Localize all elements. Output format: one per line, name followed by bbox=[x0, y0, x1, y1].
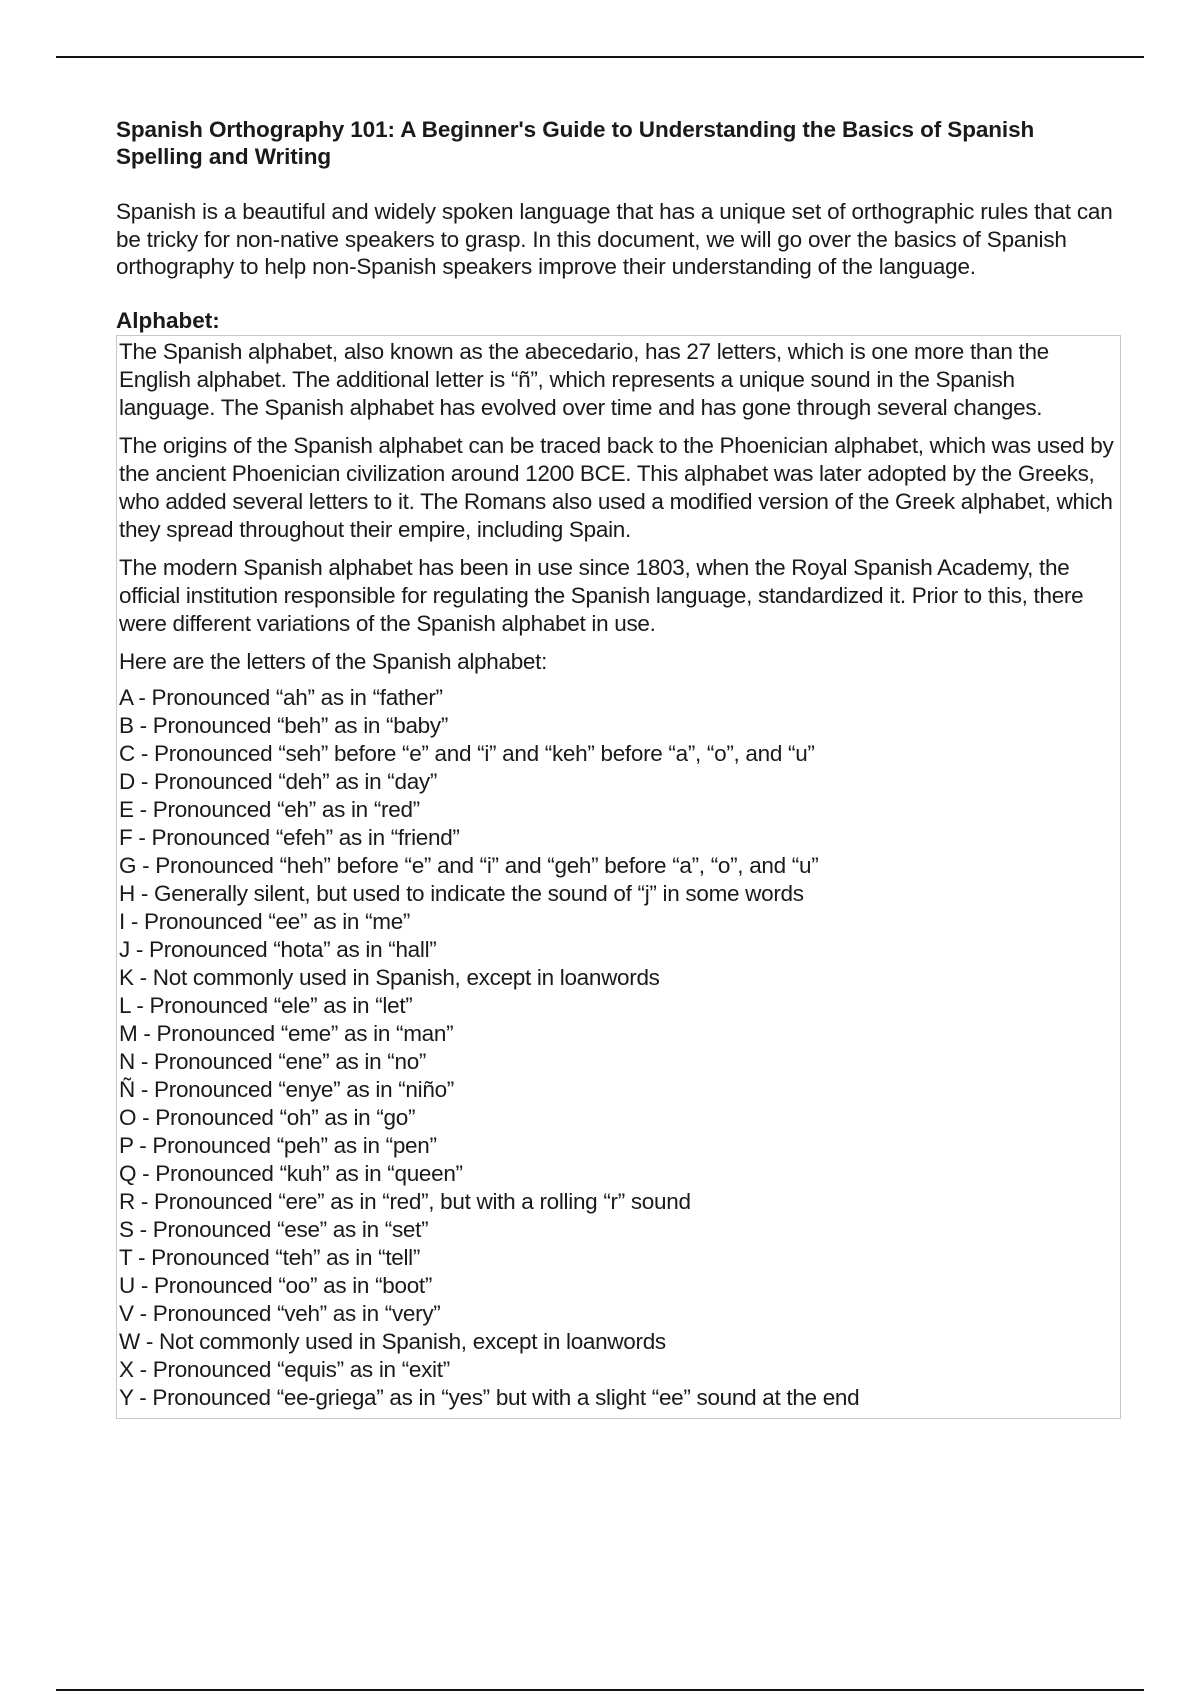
letter-item: K - Not commonly used in Spanish, except in loanwords bbox=[119, 964, 660, 990]
alphabet-box bbox=[116, 335, 1121, 1419]
letter-item: C - Pronounced “seh” before “e” and “i” and “keh” before “a”, “o”, and “u” bbox=[119, 740, 815, 766]
letter-item: R - Pronounced “ere” as in “red”, but with a rolling “r” sound bbox=[119, 1188, 691, 1214]
letter-item: W - Not commonly used in Spanish, except in loanwords bbox=[119, 1328, 666, 1354]
letter-item: E - Pronounced “eh” as in “red” bbox=[119, 796, 420, 822]
letter-item: Q - Pronounced “kuh” as in “queen” bbox=[119, 1160, 463, 1186]
letter-item: P - Pronounced “peh” as in “pen” bbox=[119, 1132, 437, 1158]
letter-item: Ñ - Pronounced “enye” as in “niño” bbox=[119, 1076, 454, 1102]
top-rule bbox=[56, 56, 1144, 58]
letter-item: G - Pronounced “heh” before “e” and “i” and “geh” before “a”, “o”, and “u” bbox=[119, 852, 819, 878]
letter-item: J - Pronounced “hota” as in “hall” bbox=[119, 936, 437, 962]
alphabet-paragraph-origins: The origins of the Spanish alphabet can be traced back to the Phoenician alphabet, which was used by the ancient Phoenician civilization around 1200 BCE. This alphabet was later adopted by the Greeks, who added several letters to it. The Romans also used a modified version of the Greek alphabet, which they spread throughout their empire, including Spain. bbox=[119, 432, 1114, 542]
letter-item: A - Pronounced “ah” as in “father” bbox=[119, 684, 443, 710]
alphabet-heading: Alphabet: bbox=[116, 307, 220, 333]
letter-item: M - Pronounced “eme” as in “man” bbox=[119, 1020, 454, 1046]
letter-item: D - Pronounced “deh” as in “day” bbox=[119, 768, 438, 794]
letter-item: T - Pronounced “teh” as in “tell” bbox=[119, 1244, 421, 1270]
alphabet-paragraph-overview: The Spanish alphabet, also known as the abecedario, has 27 letters, which is one more than the English alphabet. The additional letter is “ñ”, which represents a unique sound in the Spanish language. The Spanish alphabet has evolved over time and has gone through several changes. bbox=[119, 338, 1049, 420]
letter-item: U - Pronounced “oo” as in “boot” bbox=[119, 1272, 433, 1298]
letter-item: I - Pronounced “ee” as in “me” bbox=[119, 908, 411, 934]
letter-item: Y - Pronounced “ee-griega” as in “yes” but with a slight “ee” sound at the end bbox=[119, 1384, 860, 1410]
letter-item: B - Pronounced “beh” as in “baby” bbox=[119, 712, 449, 738]
alphabet-paragraph-modern: The modern Spanish alphabet has been in use since 1803, when the Royal Spanish Academy, the official institution responsible for regulating the Spanish language, standardized it. Prior to this, there were different variations of the Spanish alphabet in use. bbox=[119, 554, 1084, 636]
letter-item: S - Pronounced “ese” as in “set” bbox=[119, 1216, 429, 1242]
letter-item: V - Pronounced “veh” as in “very” bbox=[119, 1300, 441, 1326]
bottom-rule bbox=[56, 1689, 1144, 1691]
letter-item: F - Pronounced “efeh” as in “friend” bbox=[119, 824, 460, 850]
letter-list bbox=[119, 684, 1114, 1412]
letter-item: N - Pronounced “ene” as in “no” bbox=[119, 1048, 427, 1074]
letter-item: X - Pronounced “equis” as in “exit” bbox=[119, 1356, 450, 1382]
alphabet-paragraph-list-intro: Here are the letters of the Spanish alphabet: bbox=[119, 648, 548, 674]
letter-item: O - Pronounced “oh” as in “go” bbox=[119, 1104, 416, 1130]
letter-item: H - Generally silent, but used to indicate the sound of “j” in some words bbox=[119, 880, 804, 906]
document-title: Spanish Orthography 101: A Beginner's Guide to Understanding the Basics of Spanish Spelling and Writing bbox=[116, 117, 1035, 169]
document-body bbox=[116, 116, 1116, 1419]
letter-item: L - Pronounced “ele” as in “let” bbox=[119, 992, 413, 1018]
intro-paragraph: Spanish is a beautiful and widely spoken language that has a unique set of orthographic rules that can be tricky for non-native speakers to grasp. In this document, we will go over the basics of Spanish orthography to help non-Spanish speakers improve their understanding of the language. bbox=[116, 199, 1113, 279]
